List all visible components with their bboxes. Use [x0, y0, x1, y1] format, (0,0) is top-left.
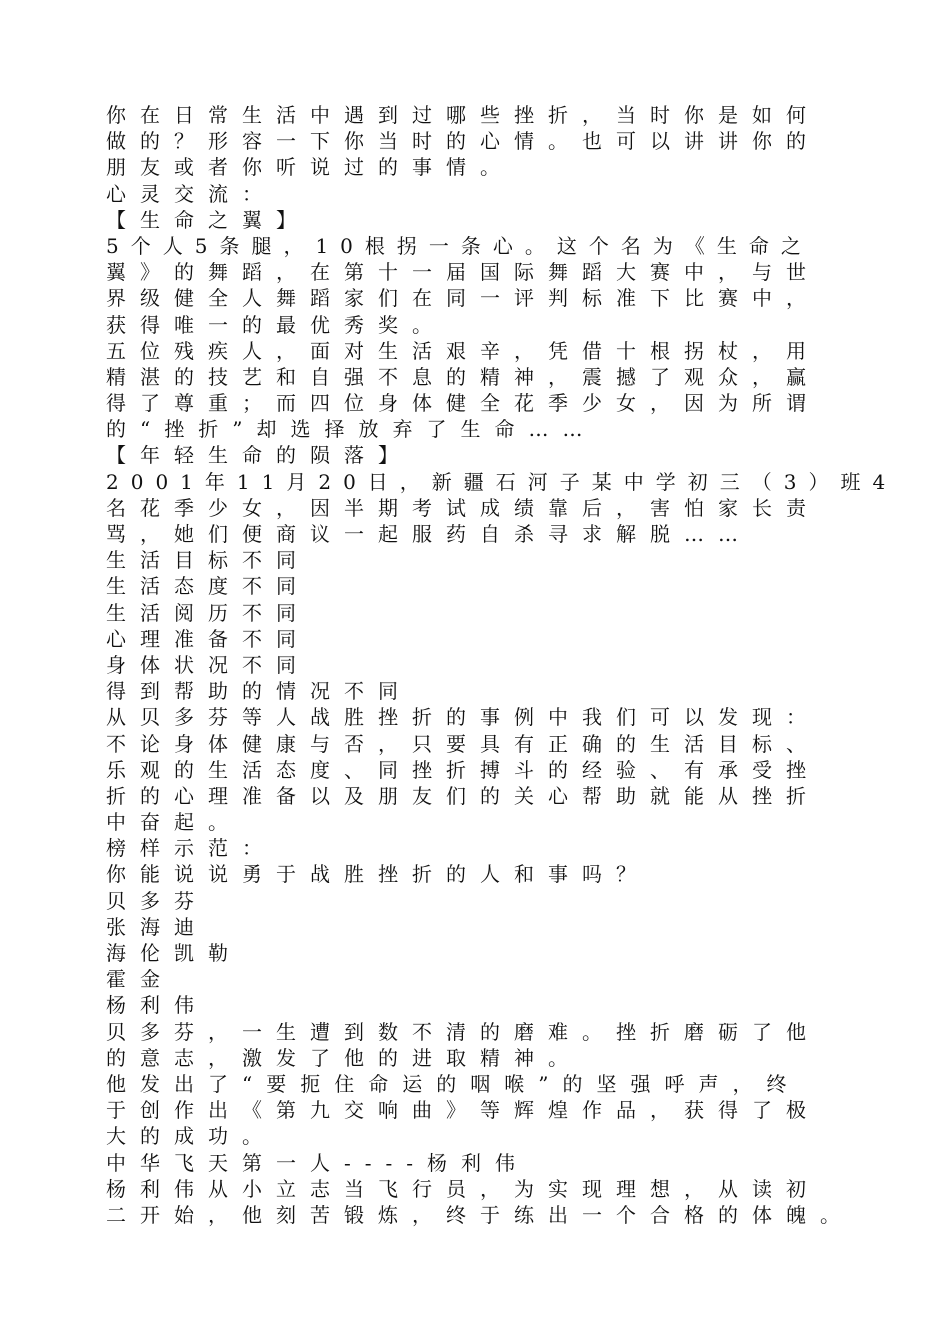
text-line: 界级健全人舞蹈家们在同一评判标准下比赛中， — [106, 286, 820, 311]
list-item: 心理准备不同 — [106, 626, 310, 651]
text-line: 你能说说勇于战胜挫折的人和事吗？ — [106, 862, 650, 887]
section-heading: 榜样示范： — [106, 836, 276, 861]
list-item: 杨利伟 — [106, 993, 208, 1018]
text-line: 折的心理准备以及朋友们的关心帮助就能从挫折 — [106, 783, 820, 808]
section-heading: 【年轻生命的陨落】 — [106, 443, 412, 468]
text-line: 骂，她们便商议一起服药自杀寻求解脱…… — [106, 522, 752, 546]
section-heading: 心灵交流： — [106, 181, 276, 206]
text-line: 杨利伟从小立志当飞行员，为实现理想，从读初 — [106, 1176, 820, 1201]
list-item: 生活阅历不同 — [106, 600, 310, 625]
text-line: 翼》的舞蹈，在第十一届国际舞蹈大赛中，与世 — [106, 260, 820, 285]
list-item: 身体状况不同 — [106, 652, 310, 677]
text-line: 二开始，他刻苦锻炼，终于练出一个合格的体魄。 — [106, 1202, 854, 1227]
text-line: 中奋起。 — [106, 810, 242, 835]
text-line: 做的？形容一下你当时的心情。也可以讲讲你的 — [106, 129, 820, 154]
list-item: 霍金 — [106, 967, 174, 992]
list-item: 生活态度不同 — [106, 574, 310, 599]
text-line: 他发出了“要扼住命运的咽喉”的坚强呼声，终 — [106, 1071, 801, 1096]
list-item: 生活目标不同 — [106, 548, 310, 573]
text-line: 大的成功。 — [106, 1124, 276, 1149]
list-item: 海伦凯勒 — [106, 941, 242, 965]
text-line: 从贝多芬等人战胜挫折的事例中我们可以发现： — [106, 705, 820, 730]
list-item: 张海迪 — [106, 914, 208, 939]
text-line: 得了尊重；而四位身体健全花季少女，因为所谓 — [106, 391, 820, 416]
section-heading: 【生命之翼】 — [106, 207, 310, 232]
text-line: 2001年11月20日，新疆石河子某中学初三（3）班4 — [106, 469, 898, 494]
list-item: 贝多芬 — [106, 888, 208, 913]
list-item: 得到帮助的情况不同 — [106, 679, 412, 704]
text-line: 不论身体健康与否，只要具有正确的生活目标、 — [106, 731, 820, 756]
text-line: 于创作出《第九交响曲》等辉煌作品，获得了极 — [106, 1098, 820, 1123]
text-line: 朋友或者你听说过的事情。 — [106, 155, 514, 180]
text-line: 你在日常生活中遇到过哪些挫折，当时你是如何 — [106, 103, 820, 127]
text-line: 贝多芬，一生遭到数不清的磨难。挫折磨砺了他 — [106, 1019, 820, 1044]
text-line: 名花季少女，因半期考试成绩靠后，害怕家长责 — [106, 495, 820, 520]
text-line: 精湛的技艺和自强不息的精神，震撼了观众，赢 — [106, 364, 820, 389]
text-line: 5个人5条腿，10根拐一条心。这个名为《生命之 — [106, 233, 813, 258]
text-line: 五位残疾人，面对生活艰辛，凭借十根拐杖，用 — [106, 338, 820, 363]
text-line: 乐观的生活态度、同挫折搏斗的经验、有承受挫 — [106, 757, 820, 782]
document-page — [106, 102, 898, 1228]
section-heading: 中华飞天第一人----杨利伟 — [106, 1150, 530, 1175]
text-line: 获得唯一的最优秀奖。 — [106, 312, 446, 337]
text-line: 的意志，激发了他的进取精神。 — [106, 1045, 582, 1070]
text-line: 的“挫折”却选择放弃了生命…… — [106, 417, 597, 442]
